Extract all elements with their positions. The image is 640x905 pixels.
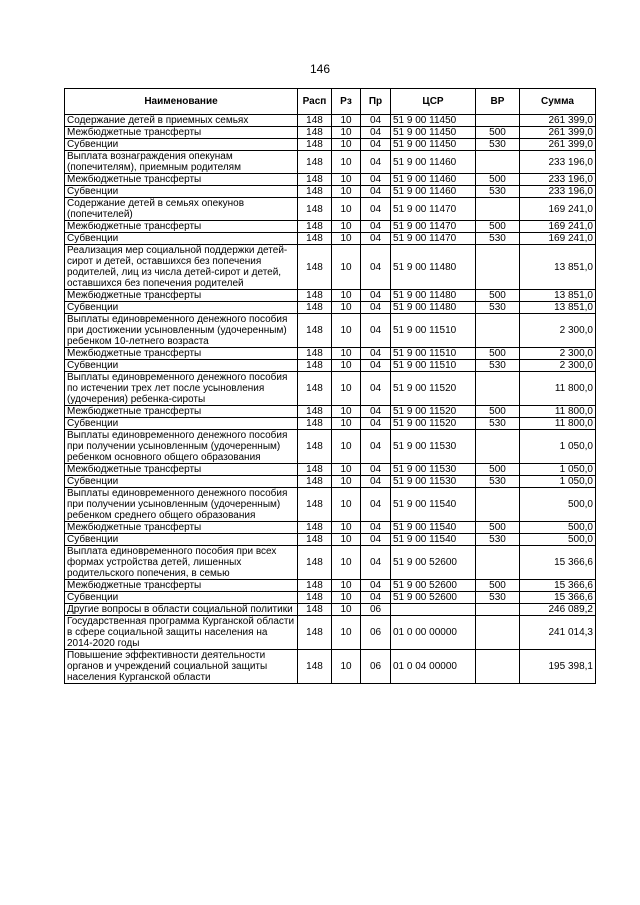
cell-csr: 51 9 00 11520: [391, 418, 476, 430]
cell-pr: 04: [361, 534, 391, 546]
cell-sum: 15 366,6: [520, 546, 596, 580]
cell-csr: 51 9 00 11530: [391, 430, 476, 464]
cell-csr: 51 9 00 11450: [391, 127, 476, 139]
cell-vr: 530: [476, 186, 520, 198]
cell-rz: 10: [332, 139, 361, 151]
table-row: [65, 488, 596, 522]
header-sum: Сумма: [520, 89, 596, 115]
cell-name: Выплата единовременного пособия при всех формах устройства детей, лишенных родительского попечения, в семью: [65, 546, 298, 580]
cell-csr: 51 9 00 11530: [391, 476, 476, 488]
cell-pr: 04: [361, 198, 391, 221]
cell-rz: 10: [332, 348, 361, 360]
cell-name: Другие вопросы в области социальной политики: [65, 604, 298, 616]
cell-csr: 51 9 00 11510: [391, 360, 476, 372]
table-row: [65, 616, 596, 650]
cell-csr: 51 9 00 11530: [391, 464, 476, 476]
table-row: [65, 372, 596, 406]
cell-name: Межбюджетные трансферты: [65, 174, 298, 186]
cell-pr: 04: [361, 174, 391, 186]
cell-rz: 10: [332, 488, 361, 522]
cell-csr: 51 9 00 11510: [391, 314, 476, 348]
header-rasp: Расп: [298, 89, 332, 115]
cell-vr: 500: [476, 406, 520, 418]
cell-rz: 10: [332, 115, 361, 127]
table-row: [65, 115, 596, 127]
table-row: [65, 476, 596, 488]
table-row: [65, 406, 596, 418]
cell-rasp: 148: [298, 372, 332, 406]
cell-rz: 10: [332, 186, 361, 198]
cell-sum: 169 241,0: [520, 233, 596, 245]
table-row: [65, 174, 596, 186]
cell-rasp: 148: [298, 302, 332, 314]
cell-csr: 51 9 00 11450: [391, 139, 476, 151]
cell-rz: 10: [332, 127, 361, 139]
cell-name: Субвенции: [65, 302, 298, 314]
cell-sum: 2 300,0: [520, 360, 596, 372]
cell-rz: 10: [332, 522, 361, 534]
cell-pr: 04: [361, 488, 391, 522]
table-row: [65, 522, 596, 534]
cell-sum: 241 014,3: [520, 616, 596, 650]
cell-csr: 51 9 00 11460: [391, 186, 476, 198]
cell-rasp: 148: [298, 139, 332, 151]
cell-vr: [476, 616, 520, 650]
table-row: [65, 127, 596, 139]
cell-name: Содержание детей в семьях опекунов (попечителей): [65, 198, 298, 221]
cell-pr: 04: [361, 127, 391, 139]
table-row: [65, 580, 596, 592]
cell-rz: 10: [332, 430, 361, 464]
cell-pr: 06: [361, 616, 391, 650]
cell-name: Межбюджетные трансферты: [65, 221, 298, 233]
cell-rasp: 148: [298, 186, 332, 198]
cell-name: Межбюджетные трансферты: [65, 127, 298, 139]
cell-rz: 10: [332, 290, 361, 302]
cell-vr: [476, 430, 520, 464]
cell-sum: 500,0: [520, 534, 596, 546]
cell-name: Выплата вознаграждения опекунам (попечителям), приемным родителям: [65, 151, 298, 174]
cell-rasp: 148: [298, 245, 332, 290]
cell-sum: 2 300,0: [520, 348, 596, 360]
cell-name: Межбюджетные трансферты: [65, 406, 298, 418]
cell-pr: 04: [361, 314, 391, 348]
cell-pr: 04: [361, 546, 391, 580]
cell-rz: 10: [332, 314, 361, 348]
table-row: [65, 290, 596, 302]
cell-rz: 10: [332, 245, 361, 290]
cell-name: Повышение эффективности деятельности органов и учреждений социальной защиты населения Курганской области: [65, 650, 298, 684]
cell-rasp: 148: [298, 314, 332, 348]
cell-sum: 11 800,0: [520, 406, 596, 418]
cell-pr: 04: [361, 233, 391, 245]
cell-csr: [391, 604, 476, 616]
cell-rasp: 148: [298, 464, 332, 476]
cell-pr: 04: [361, 245, 391, 290]
cell-rz: 10: [332, 616, 361, 650]
cell-sum: 13 851,0: [520, 290, 596, 302]
cell-rasp: 148: [298, 580, 332, 592]
cell-rz: 10: [332, 534, 361, 546]
cell-vr: 530: [476, 418, 520, 430]
cell-vr: [476, 151, 520, 174]
cell-sum: 500,0: [520, 522, 596, 534]
cell-csr: 51 9 00 11470: [391, 221, 476, 233]
cell-rz: 10: [332, 464, 361, 476]
cell-pr: 04: [361, 151, 391, 174]
cell-name: Субвенции: [65, 534, 298, 546]
cell-sum: 246 089,2: [520, 604, 596, 616]
cell-vr: [476, 245, 520, 290]
cell-pr: 06: [361, 650, 391, 684]
cell-pr: 04: [361, 360, 391, 372]
cell-rasp: 148: [298, 348, 332, 360]
cell-csr: 51 9 00 52600: [391, 580, 476, 592]
cell-rz: 10: [332, 372, 361, 406]
cell-sum: 13 851,0: [520, 302, 596, 314]
cell-rasp: 148: [298, 650, 332, 684]
cell-csr: 51 9 00 11540: [391, 534, 476, 546]
table-row: [65, 360, 596, 372]
cell-vr: 530: [476, 139, 520, 151]
cell-vr: [476, 546, 520, 580]
cell-pr: 04: [361, 406, 391, 418]
cell-csr: 51 9 00 11470: [391, 233, 476, 245]
table-row: [65, 534, 596, 546]
cell-rz: 10: [332, 360, 361, 372]
cell-rz: 10: [332, 604, 361, 616]
cell-csr: 51 9 00 11460: [391, 151, 476, 174]
cell-name: Субвенции: [65, 360, 298, 372]
cell-rz: 10: [332, 476, 361, 488]
cell-name: Субвенции: [65, 233, 298, 245]
cell-rasp: 148: [298, 534, 332, 546]
cell-rz: 10: [332, 151, 361, 174]
table-row: [65, 650, 596, 684]
cell-pr: 04: [361, 372, 391, 406]
header-pr: Пр: [361, 89, 391, 115]
cell-vr: 500: [476, 464, 520, 476]
table-row: [65, 546, 596, 580]
cell-vr: 500: [476, 290, 520, 302]
cell-rz: 10: [332, 592, 361, 604]
cell-rasp: 148: [298, 592, 332, 604]
table-row: [65, 592, 596, 604]
cell-csr: 51 9 00 11480: [391, 245, 476, 290]
cell-sum: 13 851,0: [520, 245, 596, 290]
cell-vr: 500: [476, 174, 520, 186]
cell-name: Выплаты единовременного денежного пособия по истечении трех лет после усыновления (удочерения) ребенка-сироты: [65, 372, 298, 406]
cell-rasp: 148: [298, 360, 332, 372]
cell-sum: 1 050,0: [520, 464, 596, 476]
cell-name: Субвенции: [65, 592, 298, 604]
cell-vr: 530: [476, 360, 520, 372]
cell-vr: [476, 604, 520, 616]
header-csr: ЦСР: [391, 89, 476, 115]
cell-vr: 500: [476, 522, 520, 534]
table-row: [65, 314, 596, 348]
cell-vr: [476, 314, 520, 348]
cell-vr: [476, 198, 520, 221]
table-row: [65, 186, 596, 198]
cell-vr: 530: [476, 592, 520, 604]
cell-sum: 500,0: [520, 488, 596, 522]
header-vr: ВР: [476, 89, 520, 115]
table-body: [65, 115, 596, 684]
cell-vr: 500: [476, 221, 520, 233]
cell-sum: 195 398,1: [520, 650, 596, 684]
cell-name: Межбюджетные трансферты: [65, 348, 298, 360]
cell-rasp: 148: [298, 221, 332, 233]
cell-pr: 04: [361, 476, 391, 488]
cell-pr: 04: [361, 430, 391, 464]
cell-csr: 51 9 00 11540: [391, 522, 476, 534]
cell-pr: 04: [361, 290, 391, 302]
cell-rasp: 148: [298, 418, 332, 430]
table-row: [65, 221, 596, 233]
cell-csr: 01 0 04 00000: [391, 650, 476, 684]
cell-rasp: 148: [298, 115, 332, 127]
cell-vr: 500: [476, 580, 520, 592]
cell-name: Выплаты единовременного денежного пособия при получении усыновленным (удочеренным) ребенком основного общего образования: [65, 430, 298, 464]
cell-rz: 10: [332, 406, 361, 418]
cell-pr: 04: [361, 139, 391, 151]
cell-vr: 500: [476, 348, 520, 360]
table-row: [65, 430, 596, 464]
cell-rasp: 148: [298, 151, 332, 174]
cell-pr: 04: [361, 580, 391, 592]
cell-vr: [476, 488, 520, 522]
cell-name: Субвенции: [65, 476, 298, 488]
cell-csr: 51 9 00 11510: [391, 348, 476, 360]
table-row: [65, 302, 596, 314]
cell-rasp: 148: [298, 430, 332, 464]
cell-pr: 04: [361, 522, 391, 534]
table-row: [65, 151, 596, 174]
cell-csr: 51 9 00 52600: [391, 546, 476, 580]
cell-rasp: 148: [298, 127, 332, 139]
table-row: [65, 464, 596, 476]
cell-vr: 500: [476, 127, 520, 139]
cell-csr: 51 9 00 11460: [391, 174, 476, 186]
cell-pr: 04: [361, 221, 391, 233]
table-row: [65, 198, 596, 221]
cell-name: Межбюджетные трансферты: [65, 580, 298, 592]
cell-name: Межбюджетные трансферты: [65, 464, 298, 476]
cell-sum: 2 300,0: [520, 314, 596, 348]
cell-vr: 530: [476, 233, 520, 245]
cell-name: Межбюджетные трансферты: [65, 522, 298, 534]
cell-csr: 51 9 00 11450: [391, 115, 476, 127]
cell-rz: 10: [332, 174, 361, 186]
header-rz: Рз: [332, 89, 361, 115]
cell-sum: 261 399,0: [520, 115, 596, 127]
cell-csr: 51 9 00 11480: [391, 302, 476, 314]
cell-sum: 11 800,0: [520, 372, 596, 406]
table-row: [65, 233, 596, 245]
cell-rasp: 148: [298, 233, 332, 245]
cell-name: Содержание детей в приемных семьях: [65, 115, 298, 127]
cell-pr: 04: [361, 418, 391, 430]
cell-name: Межбюджетные трансферты: [65, 290, 298, 302]
cell-rz: 10: [332, 546, 361, 580]
cell-vr: [476, 115, 520, 127]
cell-vr: [476, 372, 520, 406]
cell-pr: 04: [361, 186, 391, 198]
cell-rasp: 148: [298, 174, 332, 186]
cell-rz: 10: [332, 233, 361, 245]
cell-rasp: 148: [298, 546, 332, 580]
cell-rz: 10: [332, 221, 361, 233]
table-row: [65, 348, 596, 360]
cell-sum: 233 196,0: [520, 186, 596, 198]
cell-name: Государственная программа Курганской области в сфере социальной защиты населения на 2014-2020 годы: [65, 616, 298, 650]
cell-sum: 169 241,0: [520, 198, 596, 221]
cell-name: Субвенции: [65, 139, 298, 151]
cell-name: Реализация мер социальной поддержки детей-сирот и детей, оставшихся без попечения родителей, лиц из числа детей-сирот и детей, оставшихся без попечения родителей: [65, 245, 298, 290]
cell-vr: [476, 650, 520, 684]
cell-name: Субвенции: [65, 186, 298, 198]
cell-sum: 169 241,0: [520, 221, 596, 233]
cell-sum: 11 800,0: [520, 418, 596, 430]
cell-name: Выплаты единовременного денежного пособия при достижении усыновленным (удочеренным) ребенком 10-летнего возраста: [65, 314, 298, 348]
cell-name: Выплаты единовременного денежного пособия при получении усыновленным (удочеренным) ребенком среднего общего образования: [65, 488, 298, 522]
cell-rasp: 148: [298, 488, 332, 522]
cell-vr: 530: [476, 302, 520, 314]
table-header-row: [65, 89, 596, 115]
cell-pr: 04: [361, 464, 391, 476]
cell-rasp: 148: [298, 290, 332, 302]
cell-sum: 233 196,0: [520, 151, 596, 174]
cell-pr: 04: [361, 302, 391, 314]
cell-sum: 15 366,6: [520, 592, 596, 604]
cell-sum: 1 050,0: [520, 430, 596, 464]
cell-rasp: 148: [298, 476, 332, 488]
cell-rz: 10: [332, 418, 361, 430]
cell-vr: 530: [476, 534, 520, 546]
cell-csr: 51 9 00 11520: [391, 372, 476, 406]
cell-rasp: 148: [298, 604, 332, 616]
cell-pr: 04: [361, 592, 391, 604]
cell-sum: 233 196,0: [520, 174, 596, 186]
cell-rz: 10: [332, 580, 361, 592]
cell-csr: 51 9 00 11540: [391, 488, 476, 522]
cell-sum: 15 366,6: [520, 580, 596, 592]
cell-csr: 01 0 00 00000: [391, 616, 476, 650]
cell-rasp: 148: [298, 522, 332, 534]
page-number: 146: [309, 62, 331, 76]
cell-vr: 530: [476, 476, 520, 488]
cell-csr: 51 9 00 11470: [391, 198, 476, 221]
cell-pr: 04: [361, 348, 391, 360]
table-row: [65, 245, 596, 290]
cell-rz: 10: [332, 302, 361, 314]
header-name: Наименование: [65, 89, 298, 115]
cell-rasp: 148: [298, 616, 332, 650]
budget-table: [64, 88, 596, 684]
cell-sum: 261 399,0: [520, 127, 596, 139]
cell-name: Субвенции: [65, 418, 298, 430]
cell-pr: 06: [361, 604, 391, 616]
cell-rasp: 148: [298, 198, 332, 221]
cell-sum: 261 399,0: [520, 139, 596, 151]
cell-pr: 04: [361, 115, 391, 127]
table-row: [65, 604, 596, 616]
cell-sum: 1 050,0: [520, 476, 596, 488]
cell-csr: 51 9 00 11480: [391, 290, 476, 302]
cell-csr: 51 9 00 11520: [391, 406, 476, 418]
cell-rz: 10: [332, 198, 361, 221]
cell-csr: 51 9 00 52600: [391, 592, 476, 604]
cell-rasp: 148: [298, 406, 332, 418]
cell-rz: 10: [332, 650, 361, 684]
table-row: [65, 418, 596, 430]
table-row: [65, 139, 596, 151]
